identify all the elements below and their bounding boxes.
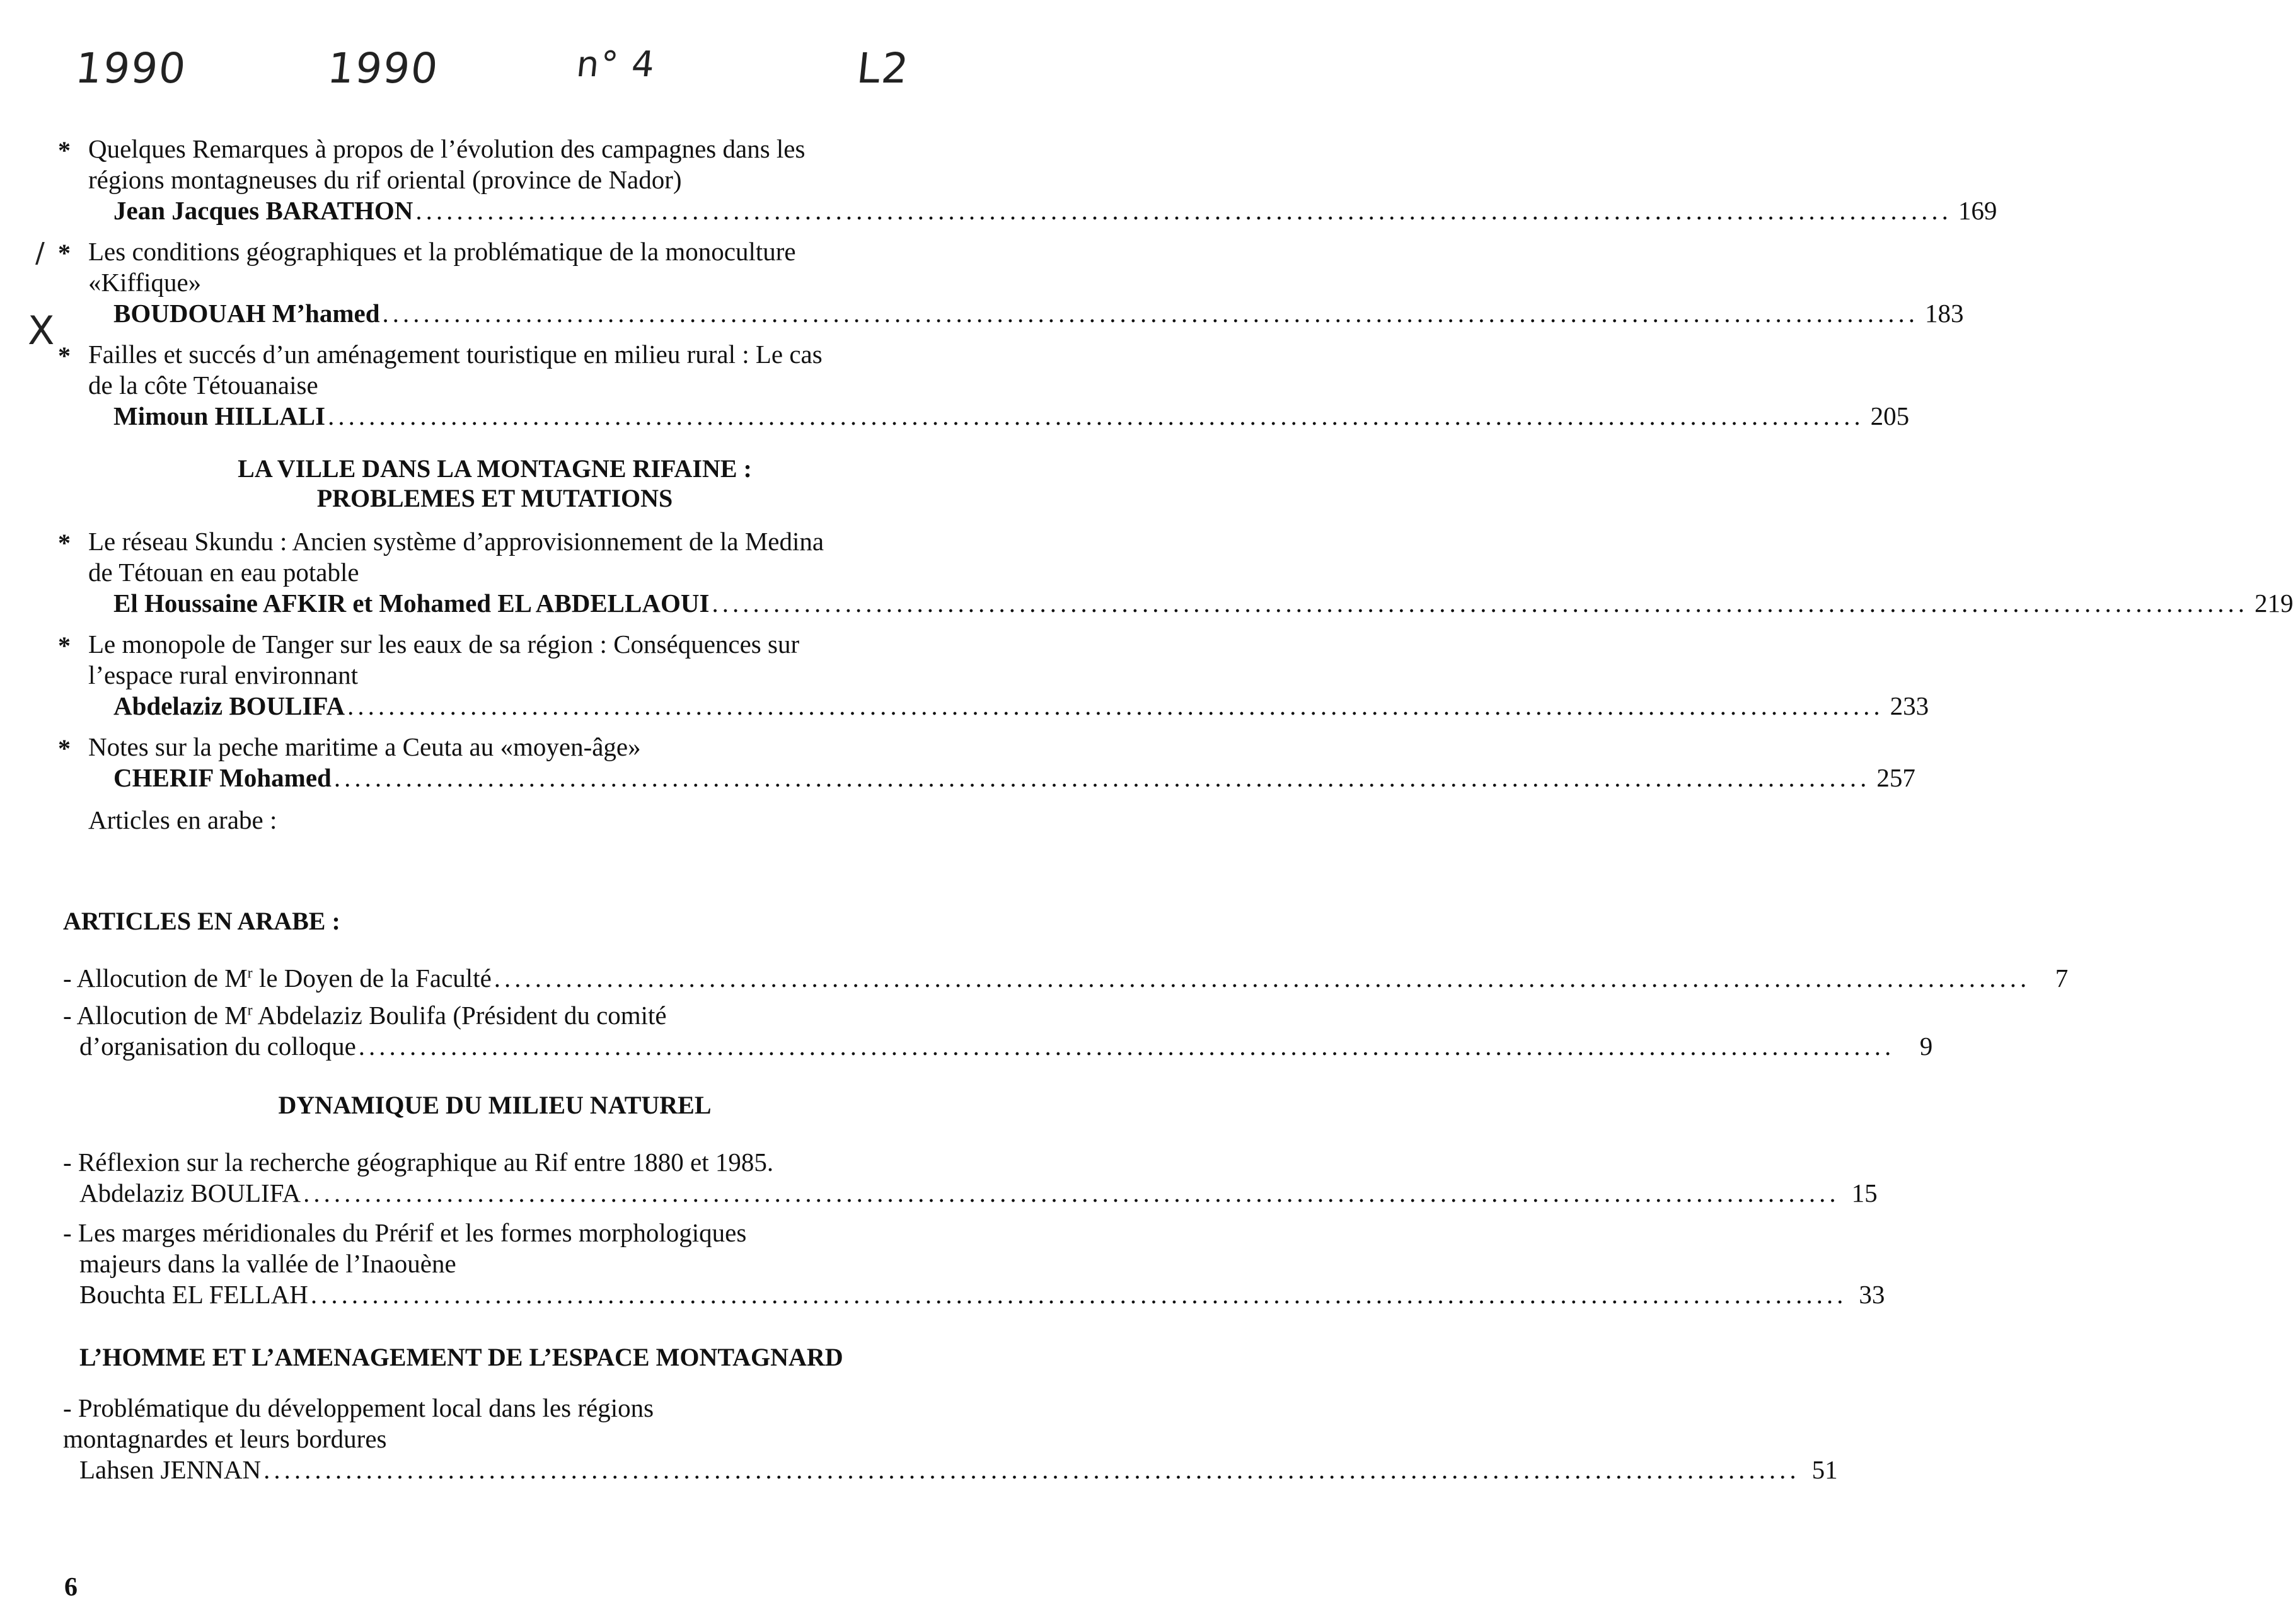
- page-number: 7: [2055, 964, 2069, 993]
- author-name: Lahsen JENNAN: [79, 1455, 262, 1484]
- bullet-star: *: [58, 136, 71, 164]
- page-number: 9: [1919, 1032, 1933, 1061]
- author-name: BOUDOUAH M’hamed: [113, 299, 380, 328]
- toc-entry-row: [113, 588, 2293, 618]
- page-number: 219: [2254, 589, 2293, 618]
- page-number: 33: [1859, 1280, 1885, 1309]
- entry-title-line: Le monopole de Tanger sur les eaux de sa région : Conséquences sur: [88, 630, 800, 659]
- margin-slash-mark: /: [35, 237, 45, 269]
- author-name: Abdelaziz BOULIFA: [113, 691, 345, 720]
- author-name: El Houssaine AFKIR et Mohamed EL ABDELLAOUI: [113, 589, 710, 618]
- entry-title-line: Les conditions géographiques et la problématique de la monoculture: [88, 237, 796, 266]
- section-heading: L’HOMME ET L’AMENAGEMENT DE L’ESPACE MONTAGNARD: [79, 1343, 843, 1371]
- dot-leader: ......................................................................................................................................................: [263, 1455, 1800, 1484]
- handwritten-mark-3: n° 4: [574, 44, 658, 85]
- page-number: 15: [1851, 1178, 1878, 1207]
- page-number: 51: [1811, 1455, 1838, 1484]
- entry-title-line: - Réflexion sur la recherche géographique au Rif entre 1880 et 1985.: [63, 1148, 774, 1177]
- page-folio-number: 6: [64, 1573, 78, 1602]
- dot-leader: ......................................................................................................................................................: [494, 964, 2031, 993]
- toc-entry-row: [113, 401, 1910, 431]
- page-number: 233: [1890, 691, 1929, 720]
- handwritten-annotations: [0, 44, 989, 113]
- entry-title-line: de Tétouan en eau potable: [88, 558, 359, 587]
- entry-title-text: Abdelaziz Boulifa (Président du comité: [252, 1001, 667, 1030]
- bullet-star: *: [58, 734, 71, 763]
- dot-leader: ......................................................................................................................................................: [328, 401, 1864, 430]
- entry-title-line: régions montagneuses du rif oriental (province de Nador): [88, 165, 682, 194]
- toc-entry-row: [113, 195, 1997, 226]
- toc-entry-row: [113, 763, 1915, 793]
- page-number: 205: [1870, 401, 1910, 430]
- entry-title-continuation: d’organisation du colloque: [79, 1032, 356, 1061]
- section-heading: LA VILLE DANS LA MONTAGNE RIFAINE :: [238, 454, 752, 483]
- entry-title-line: Le réseau Skundu : Ancien système d’approvisionnement de la Medina: [88, 527, 824, 556]
- dot-leader: ......................................................................................................................................................: [310, 1280, 1847, 1309]
- dot-leader: ......................................................................................................................................................: [333, 763, 1871, 792]
- superscript: r: [247, 965, 253, 982]
- superscript: r: [247, 1002, 253, 1019]
- author-name: CHERIF Mohamed: [113, 763, 332, 792]
- articles-arabe-note: Articles en arabe :: [88, 805, 277, 834]
- handwritten-mark-4: L2: [854, 44, 912, 93]
- author-name: Mimoun HILLALI: [113, 401, 326, 430]
- entry-title-line: «Kiffique»: [88, 268, 202, 297]
- entry-title-line: majeurs dans la vallée de l’Inaouène: [79, 1249, 456, 1278]
- page-number: 169: [1958, 196, 1997, 225]
- entry-title-line: Quelques Remarques à propos de l’évolution des campagnes dans les: [88, 134, 806, 163]
- bullet-star: *: [58, 631, 71, 660]
- entry-title-line: montagnardes et leurs bordures: [63, 1424, 387, 1453]
- entry-title-line: l’espace rural environnant: [88, 660, 359, 689]
- section-heading: PROBLEMES ET MUTATIONS: [316, 484, 673, 512]
- toc-entry-row: [79, 1031, 1933, 1061]
- dot-leader: ......................................................................................................................................................: [415, 196, 1952, 225]
- bullet-star: *: [58, 529, 71, 557]
- entry-title-line: Failles et succés d’un aménagement touristique en milieu rural : Le cas: [88, 340, 823, 369]
- entry-title-line: Notes sur la peche maritime a Ceuta au «moyen-âge»: [88, 732, 641, 761]
- bullet-star: *: [58, 239, 71, 267]
- entry-title: [63, 963, 492, 993]
- entry-title-line: de la côte Tétouanaise: [88, 371, 318, 400]
- page-number: 183: [1925, 299, 1964, 328]
- toc-entry-row: [113, 691, 1929, 721]
- toc-entry-row: [79, 1178, 1878, 1208]
- entry-title-line: [63, 1000, 667, 1030]
- toc-entry-row: [63, 963, 2069, 993]
- dot-leader: ......................................................................................................................................................: [382, 299, 1919, 328]
- author-name: Bouchta EL FELLAH: [79, 1280, 308, 1309]
- entry-title-line: - Problématique du développement local dans les régions: [63, 1393, 654, 1422]
- dot-leader: ......................................................................................................................................................: [347, 691, 1884, 720]
- bullet-star: *: [58, 342, 71, 370]
- entry-title-line: - Les marges méridionales du Prérif et les formes morphologiques: [63, 1218, 747, 1247]
- handwritten-mark-2: 1990: [325, 44, 442, 93]
- toc-entry-row: [113, 298, 1964, 328]
- margin-x-mark: X: [28, 308, 55, 354]
- page-number: 257: [1876, 763, 1915, 792]
- toc-entry-row: [79, 1454, 1838, 1485]
- entry-title-prefix: - Allocution de M: [63, 1001, 248, 1030]
- toc-entry-row: [79, 1279, 1885, 1310]
- section-heading: DYNAMIQUE DU MILIEU NATUREL: [278, 1091, 712, 1119]
- entry-title-text: le Doyen de la Faculté: [252, 964, 492, 993]
- section-heading: ARTICLES EN ARABE :: [63, 907, 340, 935]
- entry-title-prefix: - Allocution de M: [63, 964, 248, 993]
- author-name: Abdelaziz BOULIFA: [79, 1178, 301, 1207]
- dot-leader: ......................................................................................................................................................: [303, 1178, 1840, 1207]
- dot-leader: ......................................................................................................................................................: [358, 1032, 1895, 1061]
- dot-leader: ......................................................................................................................................................: [712, 589, 2248, 618]
- author-name: Jean Jacques BARATHON: [113, 196, 413, 225]
- handwritten-mark-1: 1990: [72, 44, 190, 93]
